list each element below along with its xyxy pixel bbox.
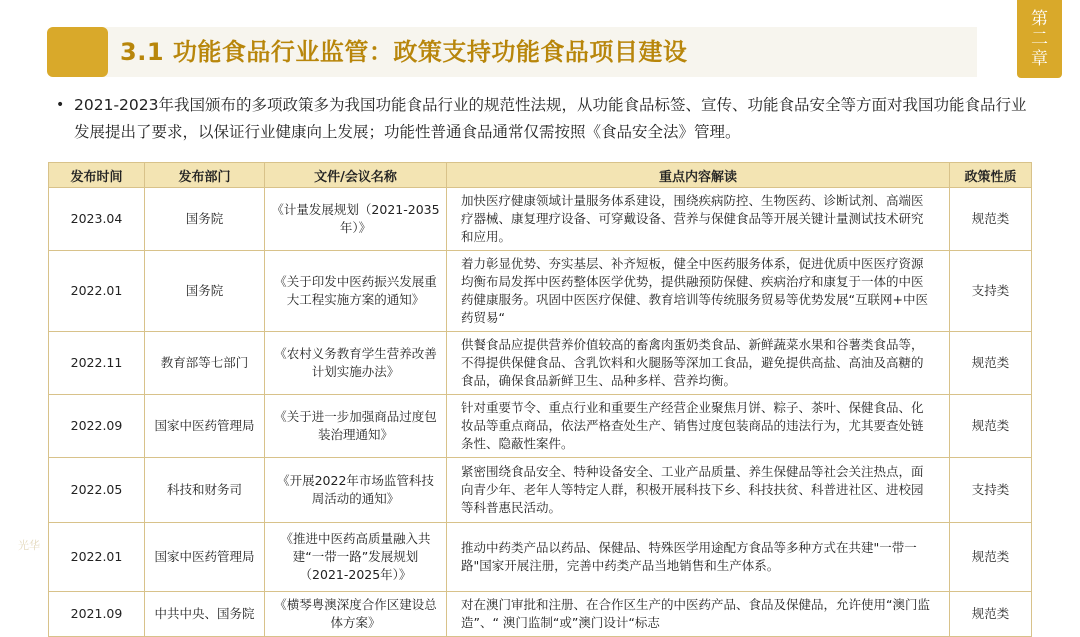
cell-dept: 国家中医药管理局 [145,523,265,592]
cell-dept: 科技和财务司 [145,458,265,523]
intro-text: 2021-2023年我国颁布的多项政策多为我国功能食品行业的规范性法规，从功能食品标签、宣传、功能食品安全等方面对我国功能食品行业发展提出了要求，以保证行业健康向上发展；功能性普通食品通常仅需按照《食品安全法》管理。 [74,96,1027,141]
cell-date: 2022.09 [49,395,145,458]
cell-date: 2022.01 [49,251,145,332]
cell-content: 着力彰显优势、夯实基层、补齐短板，健全中医药服务体系，促进优质中医医疗资源均衡布局发挥中医药整体医学优势，提供融预防保健、疾病治疗和康复于一体的中医药健康服务。巩固中医医疗保健、教育培训等传统服务贸易等优势发展“互联网+中医药贸易“ [447,251,950,332]
cell-content: 针对重要节令、重点行业和重要生产经营企业聚焦月饼、粽子、茶叶、保健食品、化妆品等重点商品，依法严格查处生产、销售过度包装商品的违法行为，尤其要查处链条性、隐蔽性案件。 [447,395,950,458]
cell-type: 支持类 [950,251,1032,332]
cell-dept: 国务院 [145,188,265,251]
cell-type: 规范类 [950,188,1032,251]
cell-content: 推动中药类产品以药品、保健品、特殊医学用途配方食品等多种方式在共建"一带一路"国家开展注册，完善中药类产品当地销售和生产体系。 [447,523,950,592]
cell-dept: 中共中央、国务院 [145,592,265,637]
cell-type: 规范类 [950,332,1032,395]
header-date: 发布时间 [49,163,145,188]
cell-name: 《开展2022年市场监管科技周活动的通知》 [265,458,447,523]
cell-content: 加快医疗健康领域计量服务体系建设，围绕疾病防控、生物医药、诊断试剂、高端医疗器械、康复理疗设备、可穿戴设备、营养与保健食品等开展关键计量测试技术研究和应用。 [447,188,950,251]
chapter-tab [1017,0,1062,78]
cell-type: 规范类 [950,592,1032,637]
cell-dept: 教育部等七部门 [145,332,265,395]
cell-name: 《关于印发中医药振兴发展重大工程实施方案的通知》 [265,251,447,332]
cell-date: 2021.09 [49,592,145,637]
table-row [49,523,1032,592]
cell-dept: 国务院 [145,251,265,332]
cell-type: 规范类 [950,523,1032,592]
cell-content: 对在澳门审批和注册、在合作区生产的中医药产品、食品及保健品，允许使用“澳门监造”、“ 澳门监制“或”澳门设计“标志 [447,592,950,637]
cell-name: 《推进中医药高质量融入共建“一带一路”发展规划（2021-2025年）》 [265,523,447,592]
cell-date: 2022.11 [49,332,145,395]
title-accent-block [47,27,108,77]
intro-bullet [48,92,1033,146]
chapter-char-1: 第 [1031,9,1048,29]
table-header-row [49,163,1032,188]
cell-dept: 国家中医药管理局 [145,395,265,458]
cell-date: 2022.05 [49,458,145,523]
table-row [49,592,1032,637]
table-row [49,458,1032,523]
page-title: 3.1 功能食品行业监管：政策支持功能食品项目建设 [120,38,688,66]
header-content: 重点内容解读 [447,163,950,188]
cell-date: 2022.01 [49,523,145,592]
cell-name: 《农村义务教育学生营养改善计划实施办法》 [265,332,447,395]
header-name: 文件/会议名称 [265,163,447,188]
policy-table [48,162,1032,637]
table-row [49,332,1032,395]
cell-name: 《计量发展规划（2021-2035年）》 [265,188,447,251]
chapter-char-2: 二 [1031,29,1048,49]
bullet-dot-icon: • [56,97,65,113]
cell-content: 紧密围绕食品安全、特种设备安全、工业产品质量、养生保健品等社会关注热点，面向青少年、老年人等特定人群，积极开展科技下乡、科技扶贫、科普进社区、进校园等科普惠民活动。 [447,458,950,523]
header-type: 政策性质 [950,163,1032,188]
table-row [49,188,1032,251]
cell-date: 2023.04 [49,188,145,251]
chapter-char-3: 章 [1031,49,1048,69]
decorative-stamp-icon: 光华 [18,539,40,552]
table-row [49,395,1032,458]
cell-type: 支持类 [950,458,1032,523]
cell-type: 规范类 [950,395,1032,458]
table-row [49,251,1032,332]
cell-name: 《关于进一步加强商品过度包装治理通知》 [265,395,447,458]
cell-name: 《横琴粤澳深度合作区建设总体方案》 [265,592,447,637]
header-dept: 发布部门 [145,163,265,188]
cell-content: 供餐食品应提供营养价值较高的畜禽肉蛋奶类食品、新鲜蔬菜水果和谷薯类食品等，不得提供保健食品、含乳饮料和火腿肠等深加工食品，避免提供高盐、高油及高糖的食品，确保食品新鲜卫生、品种多样、营养均衡。 [447,332,950,395]
